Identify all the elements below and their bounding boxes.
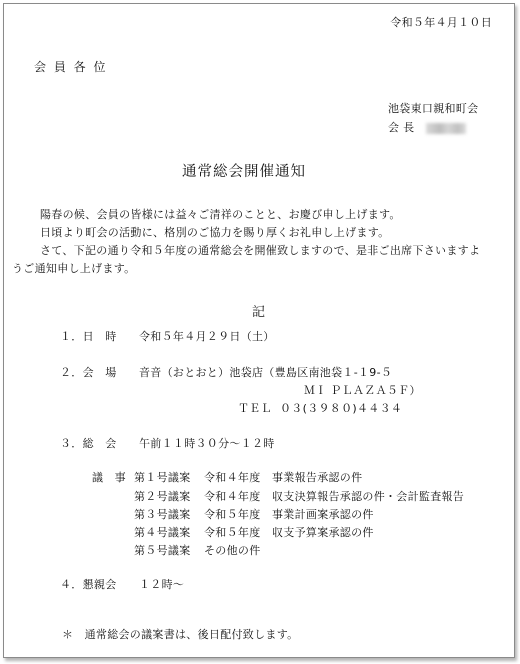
item-general-time: 午前１１時３０分〜１２時 [139,437,275,450]
footnote: ＊ 通常総会の議案書は、後日配付致します。 [62,628,299,641]
body-line-1: 陽春の候、会員の皆様には益々ご清祥のことと、お慶び申し上げます。 [40,208,401,221]
item-general-label: ３．総 会 [60,437,117,450]
agenda-row-2-title: 収支決算報告承認の件・会計監査報告 [272,490,465,503]
item-venue-tel-label: ＴＥＬ [238,402,272,415]
president-line [388,121,466,135]
redacted-name [426,123,466,134]
agenda-label: 議 事 [92,471,126,484]
agenda-row-1-no: 第１号議案 [134,471,191,484]
agenda-row-5-no: 第５号議案 [134,544,191,557]
body-line-3: さて、下記の通り令和５年度の通常総会を開催致しますので、是非ご出席下さいますよ [40,244,481,257]
item-date-value: 令和５年４月２９日（土） [139,330,275,343]
agenda-row-5-title: その他の件 [204,544,261,557]
item-social-label: ４．懇親会 [60,578,117,591]
agenda-row-4-year: 令和５年度 [204,526,261,539]
agenda-row-4-no: 第４号議案 [134,526,191,539]
addressee: 会 員 各 位 [34,60,108,74]
item-date-label: １．日 時 [60,330,117,343]
ki-heading: 記 [252,305,266,320]
agenda-row-2-no: 第２号議案 [134,490,191,503]
agenda-row-1-year: 令和４年度 [204,471,261,484]
notice-page [3,3,515,658]
item-venue-line2: ＭＩ ＰＬＡＺＡ５Ｆ） [304,384,421,397]
document-title: 通常総会開催通知 [182,164,306,180]
agenda-row-1-title: 事業報告承認の件 [272,471,363,484]
issue-date: 令和５年４月１０日 [390,16,492,29]
organization-name: 池袋東口親和町会 [388,102,479,115]
item-venue-line1: 音音（おとおと）池袋店（豊島区南池袋１-１9-５ [139,366,393,379]
body-line-2: 日頃より町会の活動に、格別のご協力を賜り厚くお礼申し上げます。 [40,226,390,239]
body-line-4: うご通知申し上げます。 [12,262,136,275]
item-venue-tel: ０３(３９８０)４４３４ [280,402,403,415]
agenda-row-2-year: 令和４年度 [204,490,261,503]
agenda-row-3-title: 事業計画案承認の件 [272,508,374,521]
item-social-time: １２時〜 [139,578,185,591]
president-label: 会 長 [388,121,415,134]
item-venue-label: ２．会 場 [60,366,117,379]
agenda-row-3-year: 令和５年度 [204,508,261,521]
agenda-row-3-no: 第３号議案 [134,508,191,521]
agenda-row-4-title: 収支予算案承認の件 [272,526,374,539]
